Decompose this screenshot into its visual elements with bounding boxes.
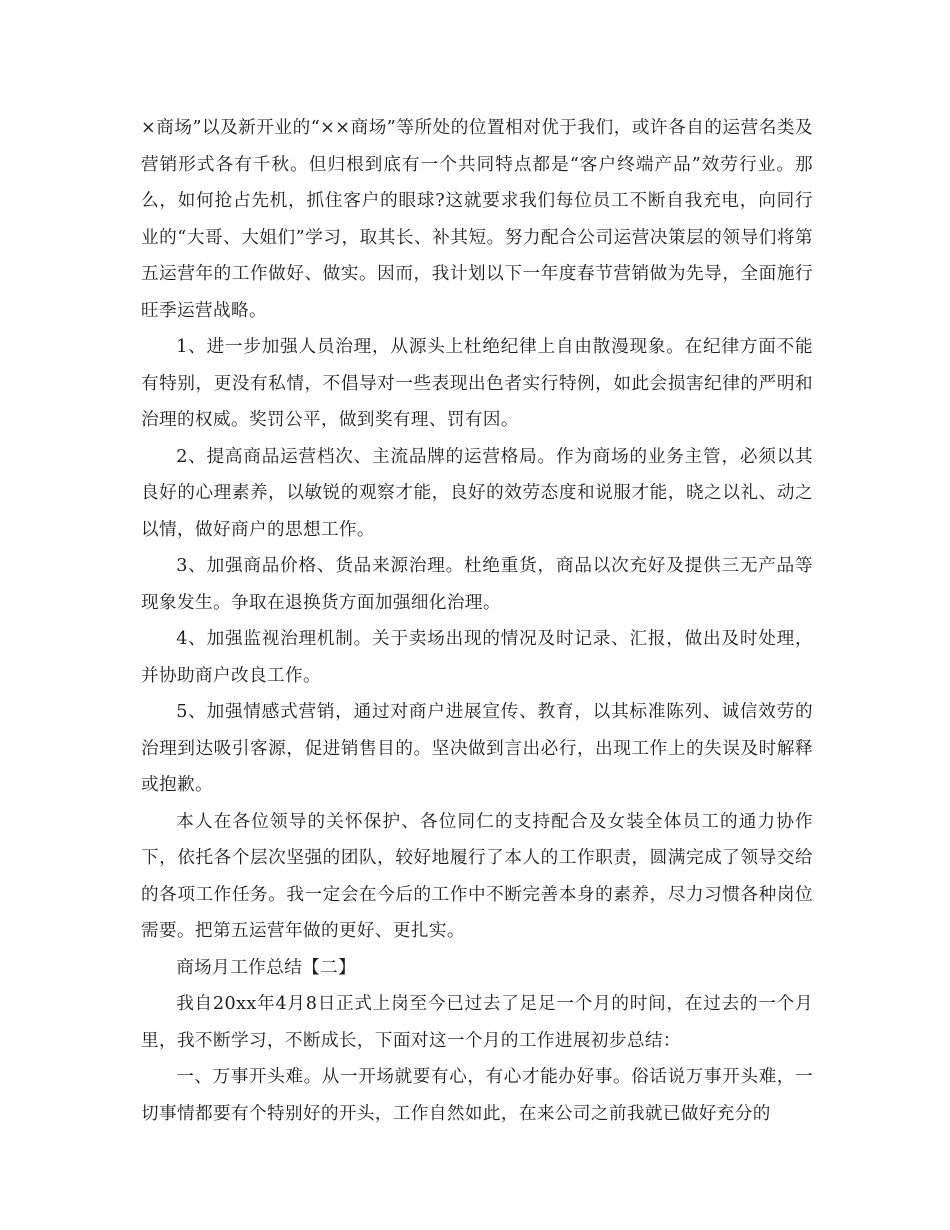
paragraph-item-5: 5、加强情感式营销，通过对商户进展宣传、教育，以其标准陈列、诚信效劳的治理到达吸引客源，促进销售目的。坚决做到言出必行，出现工作上的失误及时解释或抱歉。 [141, 702, 813, 795]
paragraph-item-2: 2、提高商品运营档次、主流品牌的运营格局。作为商场的业务主管，必须以其良好的心理素养，以敏锐的观察才能，良好的效劳态度和说服才能，晓之以礼、动之以情，做好商户的思想工作。 [141, 446, 813, 540]
document-body [141, 110, 813, 1132]
paragraph-point-1: 一、万事开头难。从一开场就要有心，有心才能办好事。俗话说万事开头难，一切事情都要有个特别好的开头，工作自然如此，在来公司之前我就已做好充分的 [141, 1067, 813, 1124]
paragraph-item-1: 1、进一步加强人员治理，从源头上杜绝纪律上自由散漫现象。在纪律方面不能有特别，更没有私情，不倡导对一些表现出色者实行特例，如此会损害纪律的严明和治理的权威。奖罚公平，做到奖有理、罚有因。 [141, 337, 813, 430]
paragraph-item-4: 4、加强监视治理机制。关于卖场出现的情况及时记录、汇报，做出及时处理，并协助商户改良工作。 [141, 629, 813, 686]
paragraph-intro: 我自20xx年4月8日正式上岗至今已过去了足足一个月的时间，在过去的一个月里，我不断学习，不断成长，下面对这一个月的工作进展初步总结： [141, 994, 813, 1051]
section-heading: 商场月工作总结【二】 [176, 957, 357, 978]
paragraph-item-3: 3、加强商品价格、货品来源治理。杜绝重货，商品以次充好及提供三无产品等现象发生。争取在退换货方面加强细化治理。 [141, 556, 813, 613]
paragraph-continuation: ×商场”以及新开业的“××商场”等所处的位置相对优于我们，或许各自的运营名类及营销形式各有千秋。但归根到底有一个共同特点都是“客户终端产品”效劳行业。那么，如何抢占先机，抓住客户的眼球?这就要求我们每位员工不断自我充电，向同行业的“大哥、大姐们”学习，取其长、补其短。努力配合公司运营决策层的领导们将第五运营年的工作做好、做实。因而，我计划以下一年度春节营销做为先导，全面施行旺季运营战略。 [141, 118, 813, 321]
paragraph-conclusion: 本人在各位领导的关怀保护、各位同仁的支持配合及女装全体员工的通力协作下，依托各个层次坚强的团队，较好地履行了本人的工作职责，圆满完成了领导交给的各项工作任务。我一定会在今后的工作中不断完善本身的素养，尽力习惯各种岗位需要。把第五运营年做的更好、更扎实。 [141, 811, 813, 941]
